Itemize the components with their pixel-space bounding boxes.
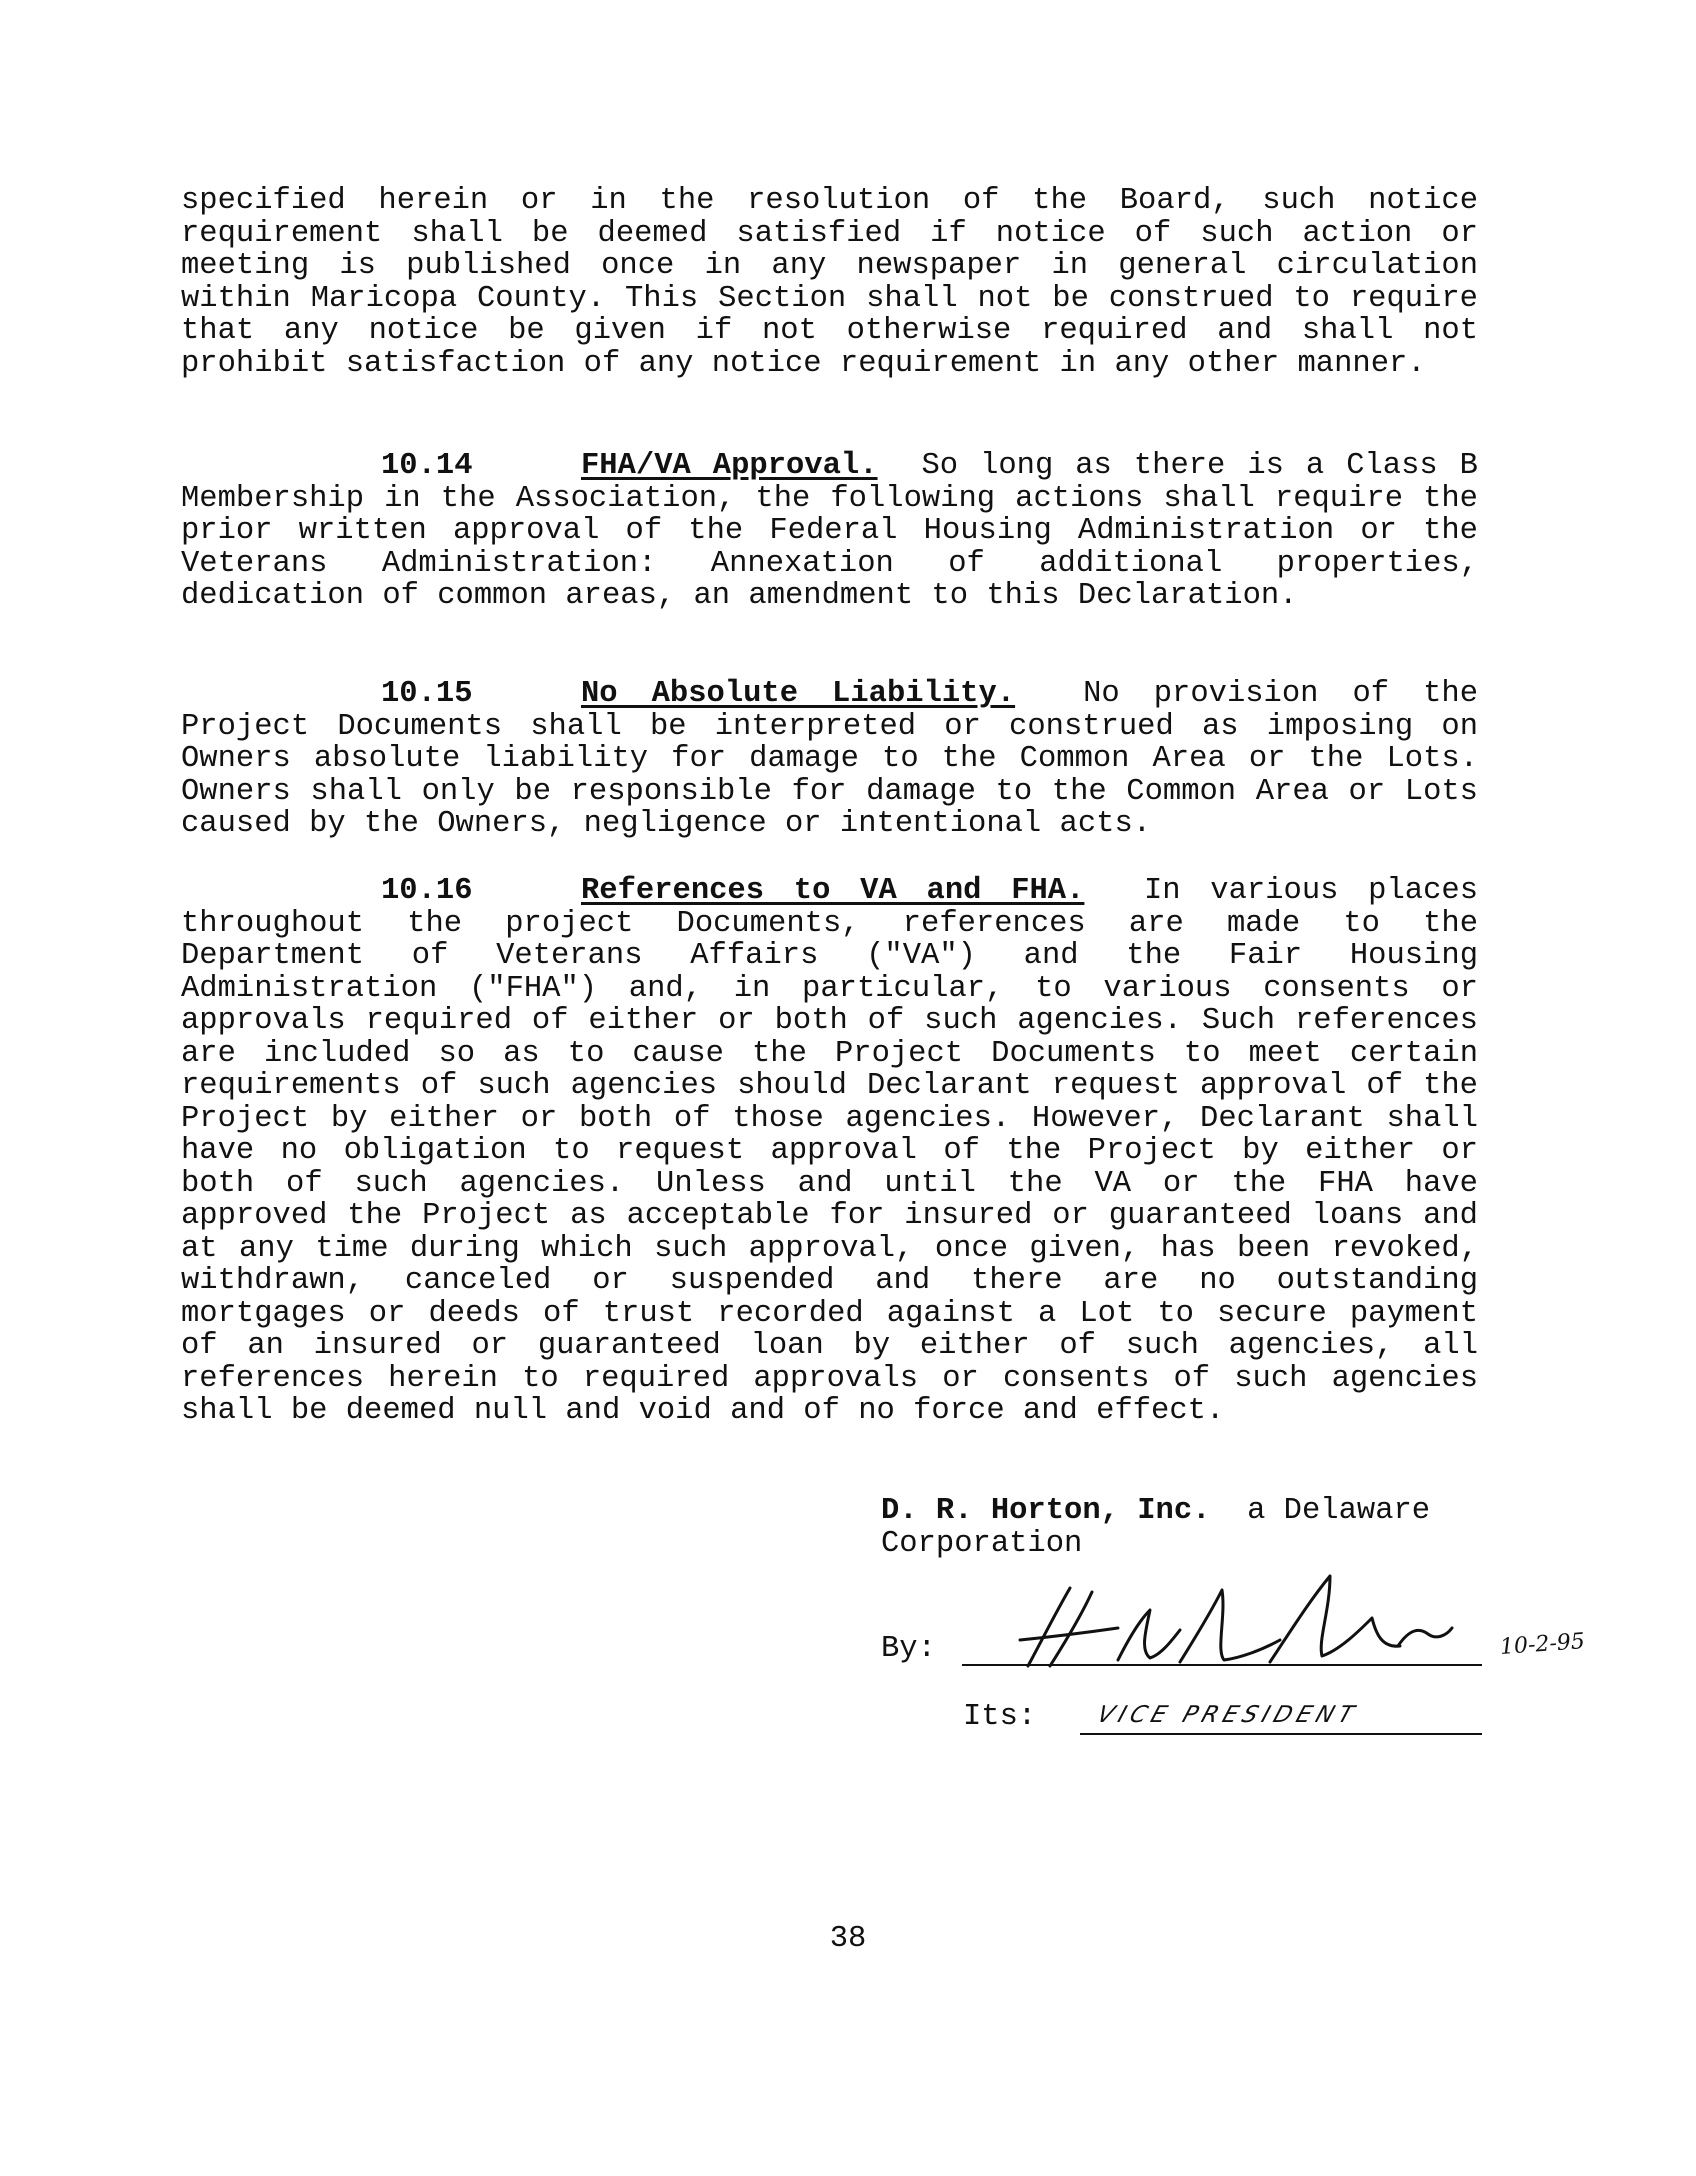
- handwritten-date: 10-2-95: [1499, 1629, 1586, 1660]
- signature-company-block: [881, 1495, 1501, 1561]
- signature-stroke: [1398, 1628, 1452, 1646]
- signature-stroke: [1180, 1590, 1280, 1662]
- section-10-14: [181, 450, 1478, 613]
- signature-stroke: [1118, 1610, 1180, 1660]
- section-number: 10.16: [381, 874, 473, 908]
- section-10-16: [181, 875, 1478, 1428]
- section-body: No provision of the Project Documents shall be interpreted or construed as imposing on Owners absolute liability for damage to the Common Area or the Lots. Owners shall only be responsible for damage to the Common Area or Lots caused by the Owners, negligence or intentional acts.: [181, 677, 1479, 841]
- section-heading: FHA/VA Approval.: [581, 449, 878, 483]
- section-number: 10.15: [381, 677, 473, 711]
- section-heading: References to VA and FHA.: [581, 874, 1085, 908]
- opening-paragraph-block: [181, 185, 1478, 380]
- opening-paragraph: specified herein or in the resolution of the Board, such notice requirement shall be deemed satisfied if notice of such action or meeting is published once in any newspaper in general circulation within Maricopa County. This Section shall not be construed to require that any notice be given if not otherwise required and shall not prohibit satisfaction of any notice requirement in any other manner.: [181, 184, 1478, 381]
- company-line2: Corporation: [881, 1527, 1083, 1561]
- page-number: 38: [829, 1922, 867, 1956]
- section-10-15: [181, 678, 1478, 841]
- by-label: By:: [881, 1632, 936, 1666]
- company-suffix: a Delaware: [1247, 1494, 1431, 1528]
- signature-stroke: [1270, 1576, 1400, 1662]
- handwritten-title: VICE PRESIDENT: [1093, 1702, 1362, 1728]
- signature-stroke: [1020, 1628, 1118, 1640]
- section-heading: No Absolute Liability.: [581, 677, 1016, 711]
- section-number: 10.14: [381, 449, 473, 483]
- section-body: In various places throughout the project Documents, references are made to the Department of Veterans Affairs ("VA") and the Fair Housing Administration ("FHA") and, in particular, to various consents or approvals required of either or both of such agencies. Such references are included so as to cause the Project Documents to meet certain requirements of such agencies should Declarant request approval of the Project by either or both of those agencies. However, Declarant shall have no obligation to request approval of the Project by either or both of such agencies. Unless and until the VA or the FHA have approved the Project as acceptable for insured or guaranteed loans and at any time during which such approval, once given, has been revoked, withdrawn, canceled or suspended and there are no outstanding mortgages or deeds of trust recorded against a Lot to secure payment of an insured or guaranteed loan by either of such agencies, all references herein to required approvals or consents of such agencies shall be deemed null and void and of no force and effect.: [181, 874, 1479, 1428]
- handwritten-signature: [1000, 1570, 1510, 1680]
- signature-stroke: [1050, 1592, 1092, 1666]
- section-body: So long as there is a Class B Membership in the Association, the following actions shall require the prior written approval of the Federal Housing Administration or the Veterans Administration: Annexation of additional properties, dedication of common areas, an amendment to this Declaration.: [181, 449, 1478, 613]
- signature-stroke: [1028, 1588, 1070, 1666]
- company-name: D. R. Horton, Inc.: [881, 1494, 1211, 1528]
- its-label: Its:: [963, 1700, 1037, 1734]
- title-line: [1080, 1733, 1482, 1735]
